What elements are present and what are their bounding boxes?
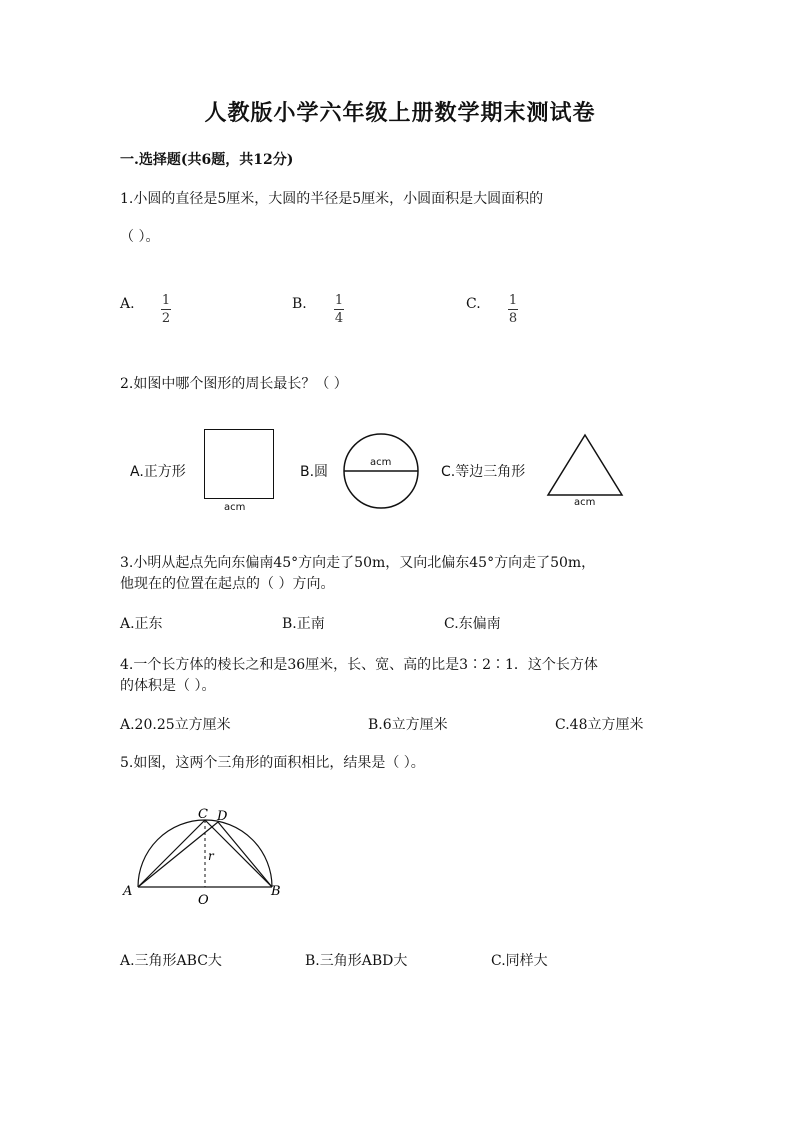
question-2-text: 2.如图中哪个图形的周长最长？（ ） [120, 376, 348, 392]
point-d-label: D [217, 809, 228, 824]
numerator: 1 [161, 293, 171, 308]
point-a-label: A [123, 884, 133, 899]
q4-option-a[interactable]: A.20.25立方厘米 [120, 717, 231, 733]
option-label: B. [292, 296, 307, 312]
question-1-blank: （ ）。 [120, 229, 160, 245]
question-3-line-1: 3.小明从起点先向东偏南45°方向走了50m，又向北偏东45°方向走了50m， [120, 555, 596, 571]
square-dimension: acm [224, 502, 246, 513]
numerator: 1 [334, 293, 344, 308]
question-5-text: 5.如图，这两个三角形的面积相比，结果是（ ）。 [120, 755, 425, 771]
q5-option-b[interactable]: B.三角形ABD大 [305, 953, 408, 969]
page-title: 人教版小学六年级上册数学期末测试卷 [204, 100, 596, 126]
q2-option-b-circle[interactable]: B.圆 [300, 464, 329, 480]
option-label: C. [466, 296, 481, 312]
q3-option-c[interactable]: C.东偏南 [444, 616, 501, 632]
q1-option-a[interactable] [120, 296, 135, 312]
square-figure [204, 429, 274, 499]
point-c-label: C [198, 807, 208, 822]
question-3-line-2: 他现在的位置在起点的（ ）方向。 [120, 576, 335, 592]
q3-option-a[interactable]: A.正东 [120, 616, 163, 632]
q1-option-a-fraction [161, 289, 171, 326]
circle-figure [342, 432, 420, 510]
point-o-label: O [198, 893, 209, 908]
q1-option-b-fraction [334, 289, 344, 326]
q4-option-c[interactable]: C.48立方厘米 [555, 717, 644, 733]
q1-option-b[interactable] [292, 296, 307, 312]
triangle-figure [546, 433, 624, 497]
q2-option-c-triangle[interactable]: C.等边三角形 [441, 464, 526, 480]
q4-option-b[interactable]: B.6立方厘米 [368, 717, 448, 733]
question-4-line-1: 4.一个长方体的棱长之和是36厘米，长、宽、高的比是3∶2∶1．这个长方体 [120, 657, 598, 673]
denominator: 4 [334, 311, 344, 326]
q1-option-c-fraction [508, 289, 518, 326]
radius-label: r [208, 849, 214, 863]
question-1-text: 1.小圆的直径是5厘米，大圆的半径是5厘米，小圆面积是大圆面积的 [120, 191, 544, 207]
option-label: A. [120, 296, 135, 312]
q2-option-a-square[interactable]: A.正方形 [130, 464, 186, 480]
triangle-dimension: acm [574, 497, 596, 508]
q3-option-b[interactable]: B.正南 [282, 616, 325, 632]
numerator: 1 [508, 293, 518, 308]
circle-dimension: acm [370, 457, 392, 468]
section-heading: 一.选择题(共6题，共12分) [120, 152, 294, 168]
semicircle-figure [118, 800, 298, 910]
denominator: 2 [161, 311, 171, 326]
q5-option-c[interactable]: C.同样大 [491, 953, 548, 969]
q5-option-a[interactable]: A.三角形ABC大 [120, 953, 222, 969]
denominator: 8 [508, 311, 518, 326]
point-b-label: B [271, 884, 281, 899]
q1-option-c[interactable] [466, 296, 481, 312]
question-4-line-2: 的体积是（ ）。 [120, 678, 216, 694]
